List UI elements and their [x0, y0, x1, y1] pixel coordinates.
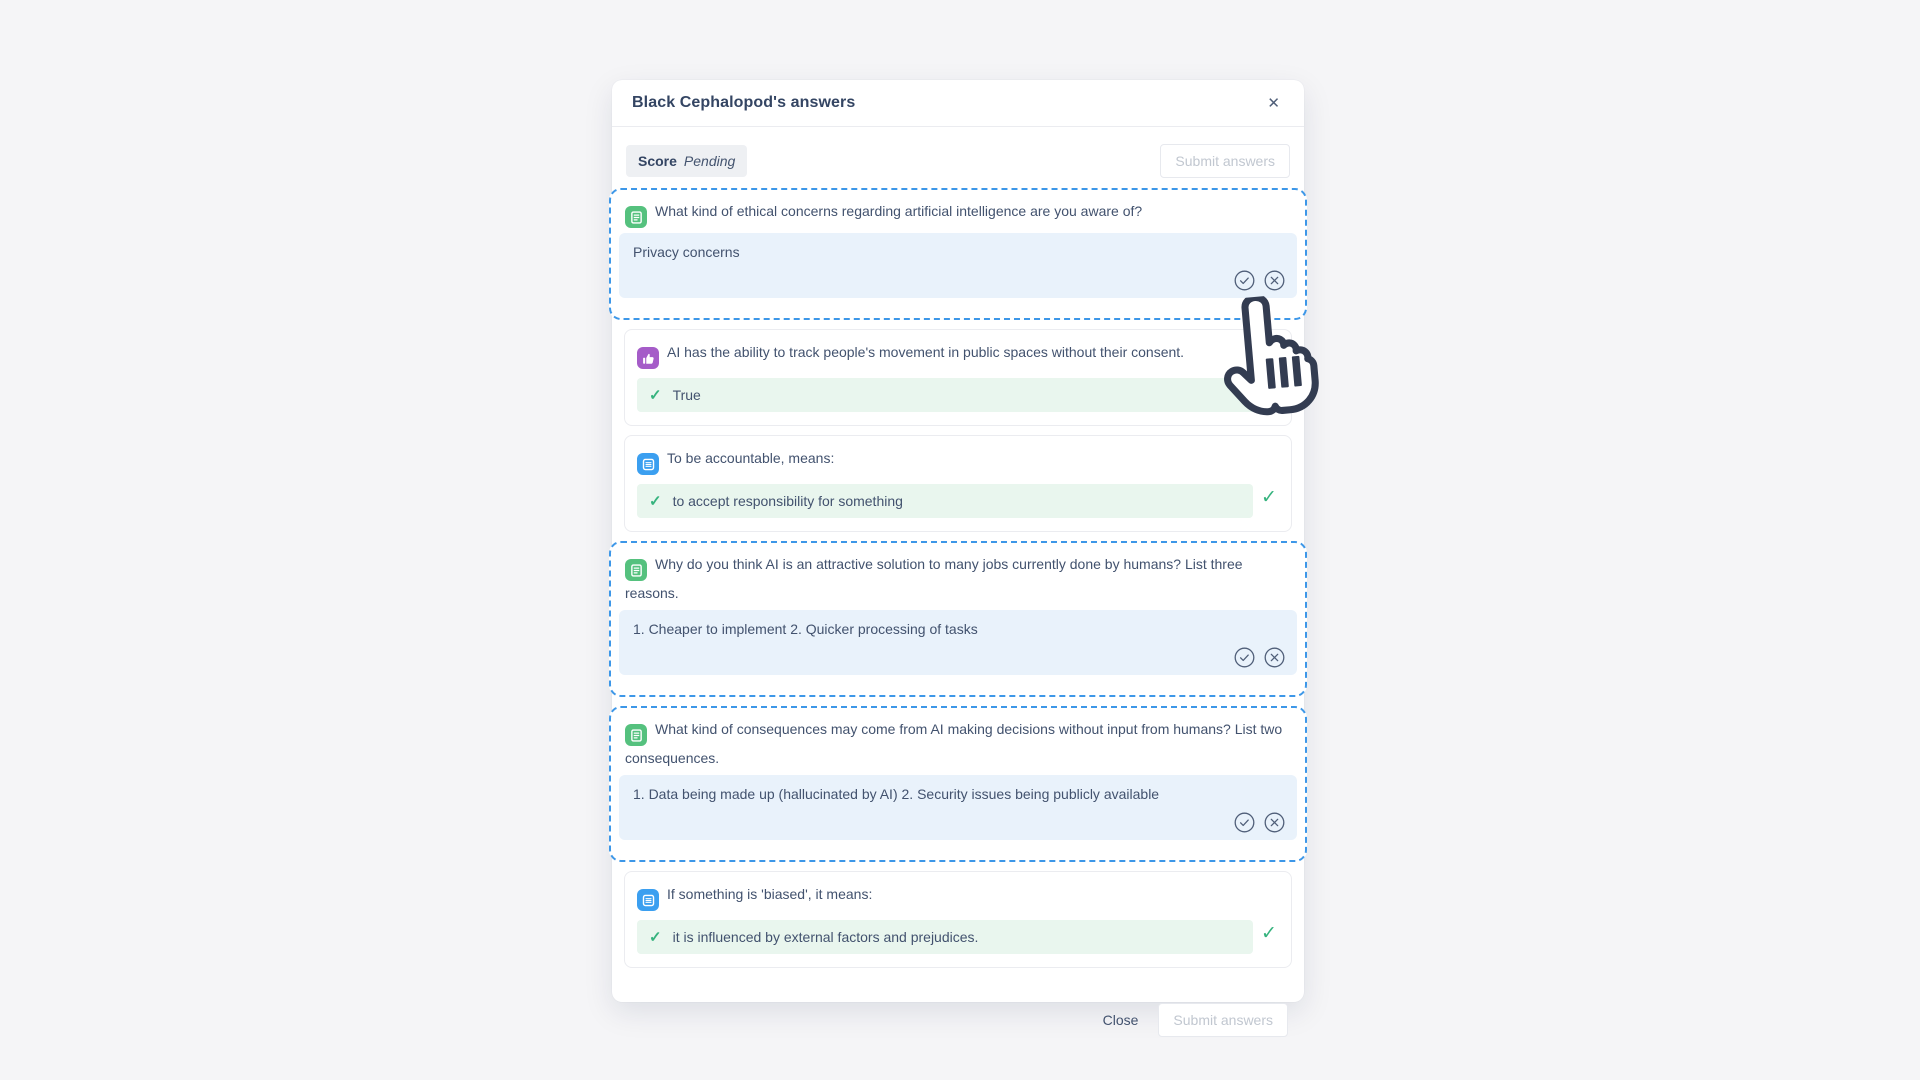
score-row: [626, 144, 1290, 178]
check-icon: ✓: [649, 493, 662, 510]
correct-answer-bar: [637, 378, 1279, 412]
free-text-question-icon: [625, 206, 647, 228]
answers-modal: [612, 80, 1304, 1028]
free-text-answer-box: [619, 775, 1297, 840]
approve-answer-button[interactable]: [1234, 812, 1255, 833]
answer-row: [637, 378, 1279, 412]
correct-answer-bar: [637, 920, 1253, 954]
answer-row: [637, 484, 1279, 518]
question-text: What kind of ethical concerns regarding artificial intelligence are you aware of?: [655, 203, 1143, 219]
answer-text: to accept responsibility for something: [672, 493, 903, 509]
check-icon: ✓: [649, 387, 662, 404]
question-header: [625, 717, 1291, 770]
true-false-question-icon: [637, 347, 659, 369]
modal-footer: [624, 977, 1292, 1037]
answer-text: 1. Cheaper to implement 2. Quicker processing of tasks: [633, 621, 978, 637]
free-text-answer-box: [619, 610, 1297, 675]
question-header: [625, 199, 1291, 228]
score-badge: [626, 145, 747, 177]
reject-answer-button[interactable]: [1264, 647, 1285, 668]
approve-answer-button[interactable]: [1234, 647, 1255, 668]
question-card-free-text: [609, 706, 1307, 862]
question-card-multiple-choice: [624, 435, 1292, 532]
free-text-question-icon: [625, 559, 647, 581]
correct-check-icon: ✓: [1261, 923, 1277, 944]
question-text: AI has the ability to track people's movement in public spaces without their consent.: [667, 344, 1185, 360]
question-card-free-text: [609, 541, 1307, 697]
review-actions: [1234, 812, 1285, 833]
submit-answers-button-top[interactable]: Submit answers: [1160, 144, 1290, 178]
review-actions: [1234, 270, 1285, 291]
free-text-question-icon: [625, 724, 647, 746]
multiple-choice-question-icon: [637, 889, 659, 911]
answer-text: Privacy concerns: [633, 244, 740, 260]
question-card-multiple-choice: [624, 871, 1292, 968]
submit-answers-button[interactable]: Submit answers: [1158, 1003, 1288, 1037]
answer-text: 1. Data being made up (hallucinated by AI) 2. Security issues being publicly available: [633, 786, 1160, 802]
question-header: [637, 446, 1279, 475]
answer-text: True: [672, 387, 701, 403]
review-actions: [1234, 647, 1285, 668]
reject-answer-button[interactable]: [1264, 812, 1285, 833]
modal-header: [612, 80, 1304, 127]
answer-text: it is influenced by external factors and prejudices.: [672, 929, 979, 945]
modal-body: [612, 127, 1304, 1037]
score-label: Score: [638, 153, 677, 169]
question-text: What kind of consequences may come from AI making decisions without input from humans? List two consequences.: [625, 721, 1283, 766]
reject-answer-button[interactable]: [1264, 270, 1285, 291]
question-card-free-text: [609, 188, 1307, 320]
free-text-answer-box: [619, 233, 1297, 298]
modal-title: Black Cephalopod's answers: [632, 94, 856, 111]
correct-answer-bar: [637, 484, 1253, 518]
score-value: Pending: [683, 153, 736, 169]
check-icon: ✓: [649, 929, 662, 946]
multiple-choice-question-icon: [637, 453, 659, 475]
question-text: To be accountable, means:: [667, 450, 835, 466]
correct-check-icon: ✓: [1261, 487, 1277, 508]
question-header: [637, 882, 1279, 911]
question-header: [637, 340, 1279, 369]
approve-answer-button[interactable]: [1234, 270, 1255, 291]
question-text: If something is 'biased', it means:: [667, 886, 873, 902]
question-header: [625, 552, 1291, 605]
close-button[interactable]: Close: [1091, 1004, 1151, 1036]
question-text: Why do you think AI is an attractive solution to many jobs currently done by humans? List three reasons.: [625, 556, 1243, 601]
answer-row: [637, 920, 1279, 954]
close-icon[interactable]: ✕: [1263, 92, 1284, 115]
question-card-true-false: [624, 329, 1292, 426]
